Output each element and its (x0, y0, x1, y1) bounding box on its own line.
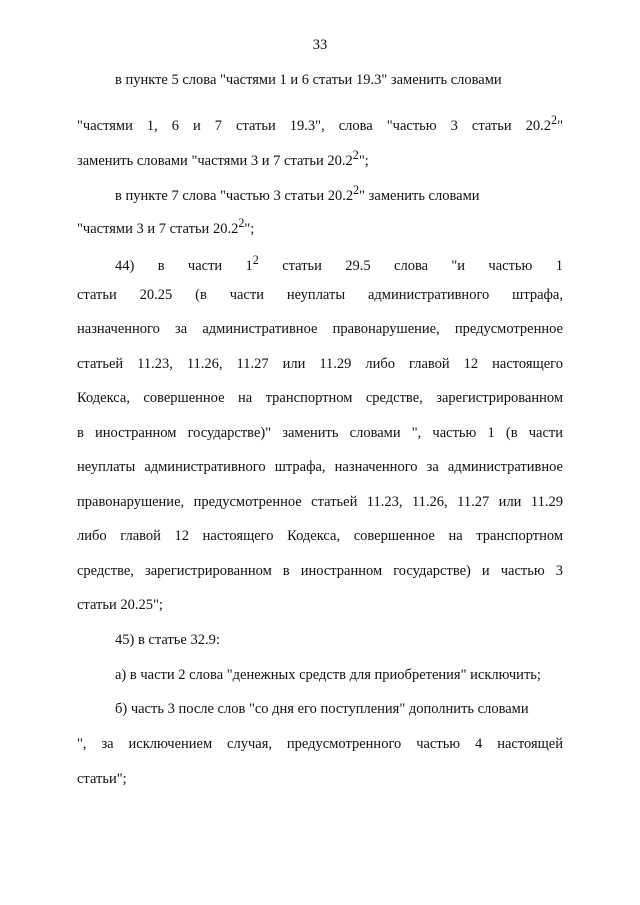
text-line (77, 320, 563, 338)
line-text: б) часть 3 после слов "со дня его поступления" дополнить словами (115, 701, 529, 717)
line-text: "; (358, 152, 369, 169)
text-line (115, 631, 563, 649)
line-text: статьи 29.5 слова "и частью 1 (258, 257, 563, 274)
line-text: в иностранном государстве)" заменить словами ", частью 1 (в части (77, 425, 563, 441)
line-text: либо главой 12 настоящего Кодекса, совершенное на транспортном (77, 528, 563, 544)
text-line (77, 389, 563, 407)
line-text: заменить словами "частями 3 и 7 статьи 20.2 (77, 152, 353, 169)
text-line (77, 146, 563, 170)
line-text: "частями 3 и 7 статьи 20.2 (77, 220, 239, 237)
superscript-index: 2 (551, 113, 558, 127)
text-line (77, 770, 563, 788)
text-line (115, 71, 563, 89)
line-text: назначенного за административное правонарушение, предусмотренное (77, 321, 563, 337)
page-number: 33 (312, 37, 328, 53)
text-line (77, 286, 563, 304)
line-text: средстве, зарегистрированном в иностранном государстве) и частью 3 (77, 563, 563, 579)
superscript-index: 2 (238, 216, 245, 230)
text-line (77, 527, 563, 545)
line-text: в пункте 7 слова "частью 3 статьи 20.2 (115, 187, 354, 204)
text-line (77, 355, 563, 373)
line-text: а) в части 2 слова "денежных средств для приобретения" исключить; (115, 667, 541, 683)
line-text: ", за исключением случая, предусмотренного частью 4 настоящей (77, 736, 563, 752)
line-text: неуплаты административного штрафа, назначенного за административное (77, 459, 563, 475)
text-line (77, 596, 563, 614)
line-text: статьей 11.23, 11.26, 11.27 или 11.29 либо главой 12 настоящего (77, 356, 563, 372)
text-line (115, 666, 563, 684)
line-text: " заменить словами (359, 187, 480, 204)
line-text: правонарушение, предусмотренное статьей 11.23, 11.26, 11.27 или 11.29 (77, 494, 563, 510)
text-line (77, 424, 563, 442)
superscript-index: 2 (252, 253, 259, 267)
line-text: "; (244, 220, 255, 237)
text-line (77, 562, 563, 580)
superscript-index: 2 (353, 183, 360, 197)
text-line (77, 493, 563, 511)
line-text: Кодекса, совершенное на транспортном средстве, зарегистрированном (77, 390, 563, 406)
line-text: 45) в статье 32.9: (115, 632, 220, 648)
superscript-index: 2 (352, 148, 359, 162)
line-text: статьи"; (77, 771, 127, 787)
line-text: "частями 1, 6 и 7 статьи 19.3", слова "частью 3 статьи 20.2 (77, 117, 552, 134)
line-text: статьи 20.25 (в части неуплаты административного штрафа, (77, 287, 563, 303)
text-line (77, 735, 563, 753)
line-text: 44) в части 1 (115, 257, 253, 274)
text-line (115, 251, 563, 275)
text-line (115, 700, 563, 718)
text-line (115, 181, 563, 205)
text-line (77, 214, 563, 238)
line-text: " (557, 117, 563, 134)
line-text: статьи 20.25"; (77, 597, 163, 613)
text-line (77, 458, 563, 476)
text-line (77, 111, 563, 135)
line-text: в пункте 5 слова "частями 1 и 6 статьи 19.3" заменить словами (115, 72, 502, 88)
